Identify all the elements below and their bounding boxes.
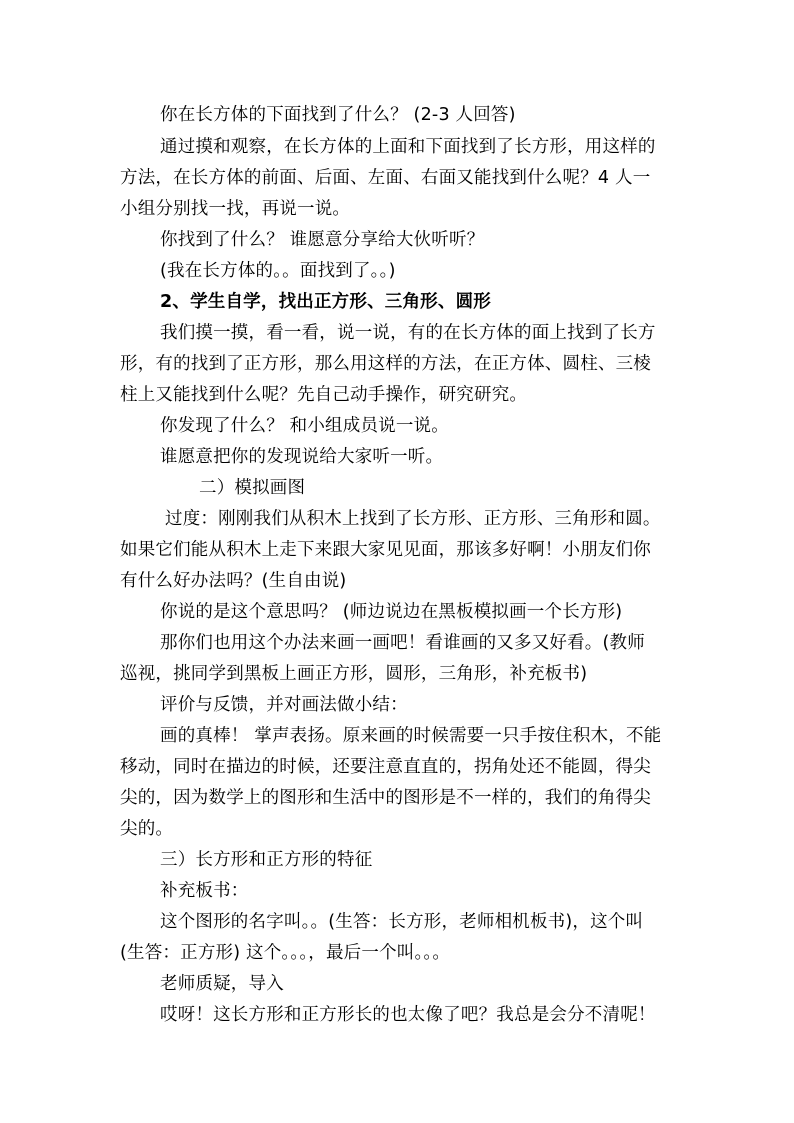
section-heading: 二）模拟画图 [199, 478, 306, 498]
paragraph-line: 移动，同时在描边的时候，还要注意直直的，拐角处还不能圆，得尖 [120, 757, 651, 777]
section-heading: 三）长方形和正方形的特征 [160, 850, 373, 870]
paragraph-line: 哎呀！这长方形和正方形长的也太像了吧？我总是会分不清呢！ [160, 1005, 656, 1025]
paragraph-line: 尖的，因为数学上的图形和生活中的图形是不一样的，我们的角得尖 [120, 788, 651, 808]
paragraph-line: 你说的是这个意思吗？ (师边说边在黑板模拟画一个长方形) [160, 602, 623, 622]
paragraph-line: 老师质疑，导入 [160, 974, 284, 994]
paragraph-line: 我们摸一摸，看一看，说一说，有的在长方体的面上找到了长方 [160, 323, 656, 343]
paragraph-line: 画的真棒！ 掌声表扬。原来画的时候需要一只手按住积木，不能 [160, 726, 662, 746]
paragraph-line: 那你们也用这个办法来画一画吧！看谁画的又多又好看。(教师 [160, 633, 645, 653]
paragraph-line: (生答：正方形) 这个。。。，最后一个叫。。。 [120, 943, 451, 963]
paragraph-line: 评价与反馈，并对画法做小结： [160, 695, 408, 715]
paragraph-line: 小组分别找一找，再说一说。 [120, 199, 351, 219]
paragraph-line: 有什么好办法吗？(生自由说) [120, 571, 347, 591]
paragraph-line: 柱上又能找到什么呢？先自己动手操作，研究研究。 [120, 385, 528, 405]
paragraph-line: 形，有的找到了正方形，那么用这样的方法，在正方体、圆柱、三棱 [120, 354, 651, 374]
paragraph-line: 通过摸和观察，在长方体的上面和下面找到了长方形，用这样的 [160, 137, 656, 157]
paragraph-line: 你在长方体的下面找到了什么？ (2-3 人回答) [160, 105, 516, 125]
paragraph-line: 这个图形的名字叫。。(生答：长方形，老师相机板书)，这个叫 [160, 912, 644, 932]
paragraph-line: (我在长方体的。。面找到了。。) [160, 261, 396, 281]
paragraph-line: 你找到了什么？ 谁愿意分享给大伙听听？ [160, 230, 485, 250]
paragraph-line: 补充板书： [160, 881, 249, 901]
section-heading: 2、学生自学，找出正方形、三角形、圆形 [160, 292, 491, 312]
paragraph-line: 尖的。 [120, 819, 174, 839]
paragraph-line: 巡视，挑同学到黑板上画正方形，圆形，三角形，补充板书) [120, 664, 588, 684]
paragraph-line: 方法，在长方体的前面、后面、左面、右面又能找到什么呢？4 人一 [120, 168, 651, 188]
paragraph-line: 过度：刚刚我们从积木上找到了长方形、正方形、三角形和圆。 [165, 509, 661, 529]
paragraph-line: 你发现了什么？ 和小组成员说一说。 [160, 416, 449, 436]
paragraph-line: 如果它们能从积木上走下来跟大家见见面，那该多好啊！小朋友们你 [120, 540, 651, 560]
paragraph-line: 谁愿意把你的发现说给大家听一听。 [160, 447, 444, 467]
